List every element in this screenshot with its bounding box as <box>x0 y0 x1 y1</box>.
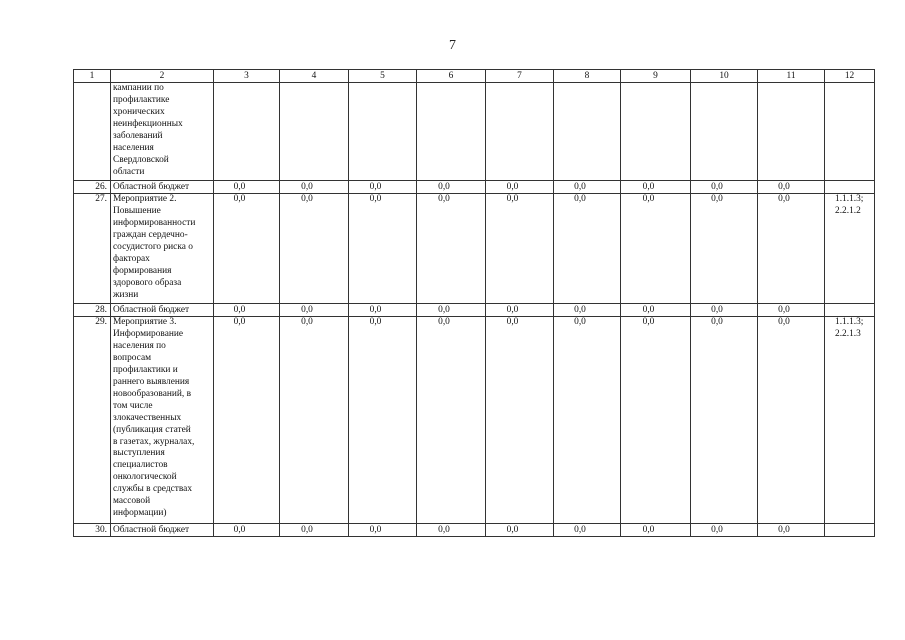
description-cell: Областной бюджет <box>111 304 214 317</box>
column-header: 4 <box>280 70 349 83</box>
value-cell: 0,0 <box>280 304 349 317</box>
column-header: 5 <box>349 70 417 83</box>
description-cell: Областной бюджет <box>111 181 214 194</box>
column-header: 9 <box>621 70 691 83</box>
value-cell <box>554 83 621 181</box>
row-number-cell <box>74 83 111 181</box>
row-number-cell: 28. <box>74 304 111 317</box>
column-header: 7 <box>486 70 554 83</box>
table-row <box>74 524 875 537</box>
value-cell: 0,0 <box>486 304 554 317</box>
description-cell: Мероприятие 3. Информирование населения по вопросам профилактики и раннего выявления новообразований, в том числе злокачественных (публикация статей в газетах, журналах, выступления специалистов онкологической службы в средствах массовой информации) <box>111 317 214 524</box>
row-number-cell: 30. <box>74 524 111 537</box>
value-cell: 0,0 <box>349 181 417 194</box>
budget-table <box>73 69 875 537</box>
column-header: 10 <box>691 70 758 83</box>
row-number-cell: 26. <box>74 181 111 194</box>
value-cell: 0,0 <box>486 181 554 194</box>
value-cell: 0,0 <box>214 194 280 304</box>
value-cell: 0,0 <box>486 194 554 304</box>
reference-cell: 1.1.1.3; 2.2.1.2 <box>825 194 875 304</box>
column-header: 8 <box>554 70 621 83</box>
value-cell: 0,0 <box>621 524 691 537</box>
value-cell <box>486 83 554 181</box>
value-cell: 0,0 <box>621 304 691 317</box>
value-cell: 0,0 <box>417 181 486 194</box>
table-row <box>74 83 875 181</box>
value-cell: 0,0 <box>349 317 417 524</box>
table-row <box>74 194 875 304</box>
value-cell: 0,0 <box>280 194 349 304</box>
value-cell <box>214 83 280 181</box>
value-cell: 0,0 <box>417 317 486 524</box>
table-row <box>74 304 875 317</box>
value-cell: 0,0 <box>417 524 486 537</box>
reference-cell: 1.1.1.3; 2.2.1.3 <box>825 317 875 524</box>
value-cell: 0,0 <box>758 304 825 317</box>
value-cell: 0,0 <box>691 524 758 537</box>
reference-cell <box>825 83 875 181</box>
value-cell: 0,0 <box>417 304 486 317</box>
value-cell: 0,0 <box>486 317 554 524</box>
column-header: 2 <box>111 70 214 83</box>
value-cell: 0,0 <box>621 181 691 194</box>
value-cell <box>280 83 349 181</box>
reference-cell <box>825 181 875 194</box>
value-cell: 0,0 <box>280 524 349 537</box>
description-cell: Областной бюджет <box>111 524 214 537</box>
table-row <box>74 317 875 524</box>
value-cell: 0,0 <box>214 317 280 524</box>
description-cell: кампании по профилактике хронических неинфекционных заболеваний населения Свердловской области <box>111 83 214 181</box>
value-cell: 0,0 <box>349 194 417 304</box>
value-cell: 0,0 <box>621 194 691 304</box>
value-cell: 0,0 <box>554 304 621 317</box>
value-cell <box>621 83 691 181</box>
value-cell: 0,0 <box>554 194 621 304</box>
row-number-cell: 29. <box>74 317 111 524</box>
value-cell: 0,0 <box>758 524 825 537</box>
value-cell <box>349 83 417 181</box>
row-number-cell: 27. <box>74 194 111 304</box>
value-cell: 0,0 <box>554 317 621 524</box>
value-cell: 0,0 <box>621 317 691 524</box>
value-cell: 0,0 <box>280 181 349 194</box>
column-header: 6 <box>417 70 486 83</box>
column-header: 12 <box>825 70 875 83</box>
value-cell <box>417 83 486 181</box>
value-cell: 0,0 <box>758 317 825 524</box>
value-cell <box>691 83 758 181</box>
value-cell: 0,0 <box>214 181 280 194</box>
value-cell: 0,0 <box>214 304 280 317</box>
value-cell: 0,0 <box>349 524 417 537</box>
value-cell: 0,0 <box>758 181 825 194</box>
column-header: 1 <box>74 70 111 83</box>
column-header: 3 <box>214 70 280 83</box>
value-cell: 0,0 <box>214 524 280 537</box>
value-cell: 0,0 <box>280 317 349 524</box>
value-cell: 0,0 <box>691 317 758 524</box>
page-number: 7 <box>449 38 456 53</box>
value-cell: 0,0 <box>691 304 758 317</box>
value-cell <box>758 83 825 181</box>
value-cell: 0,0 <box>691 194 758 304</box>
value-cell: 0,0 <box>417 194 486 304</box>
value-cell: 0,0 <box>554 181 621 194</box>
reference-cell <box>825 524 875 537</box>
table-row <box>74 181 875 194</box>
column-header: 11 <box>758 70 825 83</box>
value-cell: 0,0 <box>486 524 554 537</box>
description-cell: Мероприятие 2. Повышение информированности граждан сердечно- сосудистого риска о факторах формирования здорового образа жизни <box>111 194 214 304</box>
value-cell: 0,0 <box>691 181 758 194</box>
reference-cell <box>825 304 875 317</box>
value-cell: 0,0 <box>349 304 417 317</box>
header-row <box>74 70 875 83</box>
value-cell: 0,0 <box>554 524 621 537</box>
value-cell: 0,0 <box>758 194 825 304</box>
